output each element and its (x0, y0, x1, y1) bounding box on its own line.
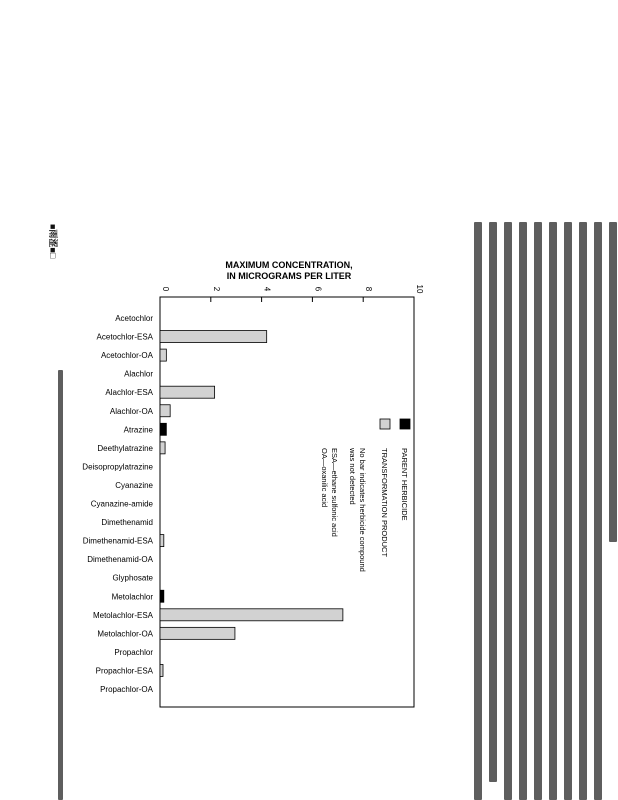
category-label: Alachlor-OA (109, 406, 153, 416)
legend-swatch-parent (400, 419, 410, 429)
category-label: Deisopropylatrazine (82, 462, 153, 472)
bar (160, 405, 170, 417)
bar (160, 349, 166, 361)
legend-esa: ESA—ethane sulfonic acid (330, 448, 339, 537)
legend-oa: OA—oxanilic acid (320, 448, 329, 508)
category-label: Acetochlor (115, 314, 153, 323)
category-label: Deethylatrazine (97, 443, 153, 453)
chart-title-line: MAXIMUM CONCENTRATION, (225, 260, 353, 270)
category-label: Dimethenamid (101, 518, 153, 528)
category-label: Propachlor-ESA (95, 666, 153, 676)
category-label: Cyanazine (115, 480, 153, 490)
bar (160, 590, 164, 602)
category-label: Dimethenamid-ESA (82, 536, 153, 546)
tick-label: 0 (161, 286, 170, 292)
tick-label: 4 (262, 286, 272, 292)
bar (160, 423, 166, 435)
bar (160, 609, 343, 621)
bar (160, 664, 163, 676)
category-label: Metolachlor-OA (97, 629, 153, 639)
category-label: Acetochlor-OA (100, 351, 153, 361)
bar (160, 331, 267, 343)
category-label: Acetochlor-ESA (96, 332, 153, 342)
bar (160, 535, 164, 547)
plot-frame (160, 297, 414, 707)
chart-title-line: IN MICROGRAMS PER LITER (226, 271, 352, 281)
legend-label-transformation: TRANSFORMATION PRODUCT (380, 448, 389, 558)
tick-label: 8 (364, 286, 374, 292)
category-label: Cyanazine-amide (90, 499, 153, 509)
bar (160, 442, 165, 454)
category-label: Propachlor (114, 647, 153, 657)
category-label: Dimethenamid-OA (87, 555, 153, 565)
bar (160, 386, 215, 398)
category-label: Alachlor-ESA (105, 388, 153, 398)
legend-label-parent: PARENT HERBICIDE (400, 448, 409, 521)
legend-note-line: was not detected (348, 448, 357, 505)
tick-label: 10 (415, 284, 424, 294)
category-label: Atrazine (123, 425, 153, 435)
side-label: ■雨涩■□ (48, 224, 58, 259)
tick-label: 6 (313, 286, 323, 292)
tick-label: 2 (211, 286, 221, 292)
category-label: Metolachlor-ESA (92, 610, 153, 620)
legend-swatch-transformation (380, 419, 390, 429)
category-label: Propachlor-OA (100, 685, 153, 694)
category-label: Alachlor (124, 369, 153, 379)
bar (160, 627, 235, 639)
legend-note-line: No bar indicates herbicide compound (358, 448, 367, 572)
category-label: Metolachlor (111, 592, 153, 602)
category-label: Glyphosate (112, 573, 153, 583)
